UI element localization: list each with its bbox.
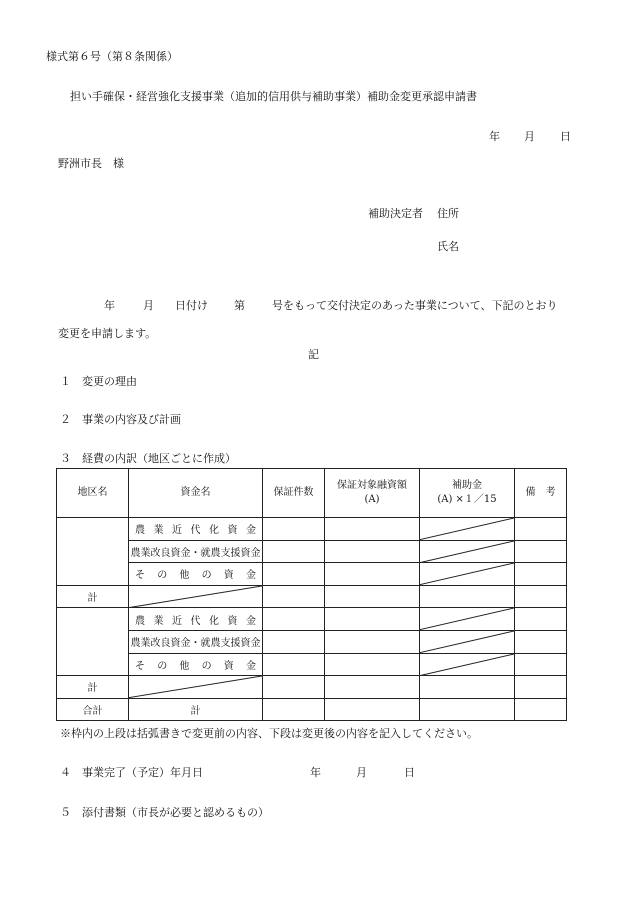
subtotal-row: [57, 585, 567, 608]
table-header-row: [57, 469, 567, 518]
header-subsidy-line2: (A) ×１／15: [437, 494, 497, 505]
body-day: 日付け: [175, 299, 208, 312]
date-month: 月: [524, 130, 535, 143]
section-4-number: ４: [60, 766, 71, 779]
form-number: 様式第６号（第８条関係）: [46, 50, 178, 63]
section-2-number: ２: [60, 413, 71, 426]
ki-heading: 記: [308, 348, 319, 361]
header-fund: 資金名: [129, 469, 263, 518]
applicant-address-label: 住所: [437, 207, 459, 220]
subtotal-row: [57, 676, 567, 699]
completion-year: 年: [310, 766, 321, 779]
fund-cell: [129, 540, 263, 563]
fund-cell: [129, 608, 263, 631]
section-1-number: １: [60, 375, 71, 388]
date-day: 日: [560, 130, 571, 143]
completion-day: 日: [404, 766, 415, 779]
fund-cell: [129, 630, 263, 653]
fund-name-other: そ の 他 の 資 金: [135, 660, 256, 672]
section-1-text: 変更の理由: [82, 375, 137, 388]
diagonal-slash: [420, 541, 514, 563]
table-row: [57, 563, 567, 586]
table-row: [57, 608, 567, 631]
body-year: 年: [104, 299, 115, 312]
diagonal-slash: [420, 518, 514, 540]
header-count: 保証件数: [263, 469, 325, 518]
area-cell: [57, 608, 129, 676]
fund-name-other: そ の 他 の 資 金: [135, 570, 256, 582]
applicant-role: 補助決定者: [368, 207, 423, 220]
subtotal-label: 計: [57, 585, 129, 608]
completion-month: 月: [356, 766, 367, 779]
total-fund: 計: [129, 698, 263, 721]
section-4-text: 事業完了（予定）年月日: [82, 766, 203, 779]
diagonal-slash: [129, 586, 262, 608]
table-row: [57, 630, 567, 653]
total-label: 合計: [57, 698, 129, 721]
diagonal-slash: [420, 608, 514, 630]
section-5-text: 添付書類（市長が必要と認めるもの）: [82, 806, 269, 819]
section-5-number: ５: [60, 806, 71, 819]
fund-cell: [129, 518, 263, 541]
header-area: 地区名: [57, 469, 129, 518]
table-row: [57, 518, 567, 541]
applicant-name-label: 氏名: [437, 240, 459, 253]
header-amount-line1: 保証対象融資額: [337, 480, 407, 491]
section-3-text: 経費の内訳（地区ごとに作成）: [82, 452, 236, 465]
section-3-number: ３: [60, 452, 71, 465]
section-2-text: 事業の内容及び計画: [82, 413, 181, 426]
subtotal-label: 計: [57, 676, 129, 699]
body-month: 月: [143, 299, 154, 312]
total-row: [57, 698, 567, 721]
fund-cell: [129, 653, 263, 676]
diagonal-slash: [420, 654, 514, 676]
body-no: 第: [234, 299, 245, 312]
area-cell: [57, 518, 129, 586]
table-row: [57, 653, 567, 676]
fund-name-modernization: 農 業 近 代 化 資 金: [135, 525, 256, 537]
form-title: 担い手確保・経営強化支援事業（追加的信用供与補助事業）補助金変更承認申請書: [70, 90, 477, 103]
diagonal-slash: [129, 676, 262, 698]
table-row: [57, 540, 567, 563]
header-subsidy-line1: 補助金: [452, 480, 482, 491]
fund-name-improvement: 農業改良資金・就農支援資金: [130, 638, 261, 650]
header-amount-line2: (A): [364, 494, 380, 505]
date-year: 年: [489, 130, 500, 143]
diagonal-slash: [420, 563, 514, 585]
fund-cell: [129, 563, 263, 586]
addressee: 野洲市長 様: [58, 157, 124, 170]
body-line1-rest: 号をもって交付決定のあった事業について、下記のとおり: [272, 299, 558, 312]
header-remarks: 備 考: [515, 469, 567, 518]
body-line2: 変更を申請します。: [58, 327, 157, 340]
expense-table: [56, 468, 567, 721]
diagonal-slash: [420, 631, 514, 653]
header-amount: [325, 469, 420, 518]
fund-name-modernization: 農 業 近 代 化 資 金: [135, 615, 256, 627]
header-subsidy: [420, 469, 515, 518]
fund-name-improvement: 農業改良資金・就農支援資金: [130, 547, 261, 559]
table-note: ※枠内の上段は括弧書きで変更前の内容、下段は変更後の内容を記入してください。: [60, 727, 478, 740]
